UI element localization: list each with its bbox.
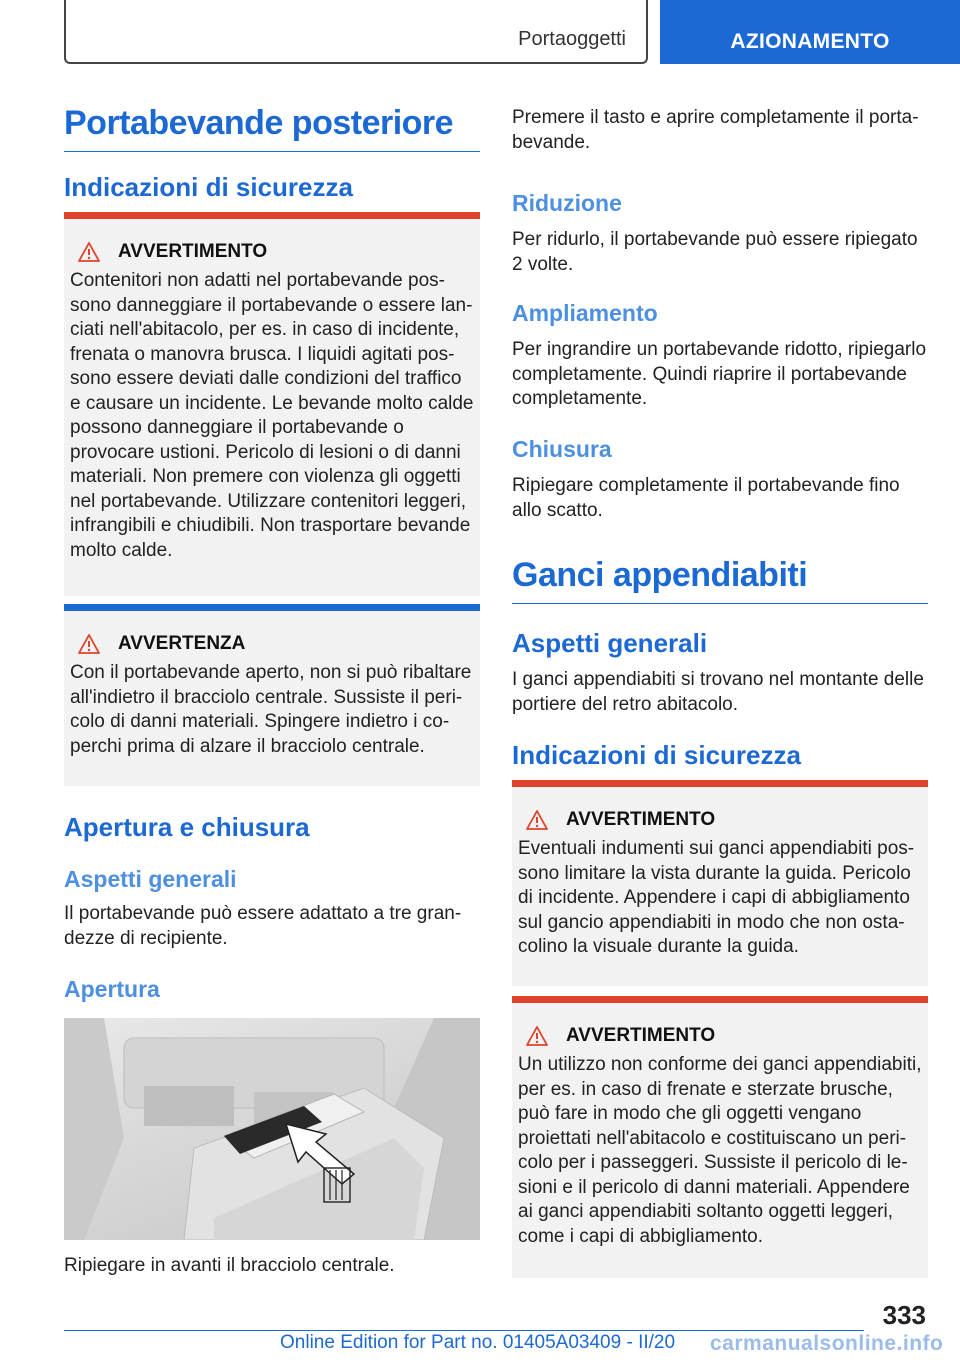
expand-text: Per ingrandire un portabevande ridotto, ripiegarlo completamente. Quindi riaprire il portabevande completamente. <box>512 339 927 409</box>
page-title: Portabevande posteriore <box>64 104 480 152</box>
safety-heading: Indicazioni di sicurezza <box>512 740 801 770</box>
notice-box <box>64 604 480 786</box>
header-chapter-tab: AZIONAMENTO <box>660 0 960 64</box>
press-text: Premere il tasto e aprire completamente il portabevande. <box>512 107 919 153</box>
general-heading: Aspetti generali <box>512 628 708 658</box>
close-text: Ripiegare completamente il portabevande fino allo scatto. <box>512 475 900 521</box>
warning-text: Contenitori non adatti nel portabevande possono danneggiare il portabevande o essere lanciati nell'abitacolo, per es. in caso di incidente, frenata o manovra brusca. I liquidi agitati possono essere deviati dalle condizioni del traffico e causare un incidente. Le bevande molto calde possono danneggiare il portabevande o provocare ustioni. Pericolo di lesioni o di danni materiali. Non premere con violenza gli oggetti nel portabevande. Utilizzare contenitori leggeri, infrangibili e chiudibili. Non trasportare bevande molto calde. <box>70 270 474 561</box>
warning-box <box>512 996 928 1278</box>
figure-caption: Ripiegare in avanti il bracciolo centrale. <box>64 1255 395 1276</box>
warning-box <box>512 780 928 986</box>
general-text: Il portabevande può essere adattato a tre grandezze di recipiente. <box>64 903 462 949</box>
warning-triangle-icon <box>526 1026 548 1046</box>
footer-divider <box>64 1330 864 1331</box>
reduce-heading: Riduzione <box>512 190 622 216</box>
warning-text: Un utilizzo non conforme dei ganci appendiabiti, per es. in caso di frenate e sterzate brusche, può fare in modo che gli oggetti vengano proiettati nell'abitacolo e costituiscano un pericolo per i passeggeri. Sussiste il pericolo di lesioni e il pericolo di danni materiali. Appendere ai ganci appendiabiti soltanto oggetti leggeri, come i capi di abbigliamento. <box>518 1054 922 1247</box>
armrest-illustration <box>64 1018 480 1240</box>
warning-text: Eventuali indumenti sui ganci appendiabiti possono limitare la vista durante la guida. Pericolo di incidente. Appendere i capi di abbigliamento sul gancio appendiabiti in modo che non ostacolino la visuale durante la guida. <box>518 838 915 957</box>
header-section-title: Portaoggetti <box>518 28 626 50</box>
open-close-heading: Apertura e chiusura <box>64 812 310 842</box>
header-section-box <box>64 0 648 64</box>
warning-label: AVVERTIMENTO <box>566 1025 716 1046</box>
warning-box <box>64 212 480 596</box>
warning-triangle-icon <box>78 634 100 654</box>
section-title: Ganci appendiabiti <box>512 556 928 604</box>
warning-label: AVVERTIMENTO <box>118 241 268 262</box>
general-text: I ganci appendiabiti si trovano nel montante delle portiere del retro abitacolo. <box>512 669 924 715</box>
general-heading: Aspetti generali <box>64 866 237 892</box>
warning-label: AVVERTIMENTO <box>566 809 716 830</box>
safety-heading: Indicazioni di sicurezza <box>64 172 353 202</box>
notice-text: Con il portabevande aperto, non si può ribaltare all'indietro il bracciolo centrale. Sussiste il pericolo di danni materiali. Spingere indietro i coperchi prima di alzare il bracciolo centrale. <box>70 662 472 757</box>
notice-label: AVVERTENZA <box>118 633 246 654</box>
footer-edition: Online Edition for Part no. 01405A03409 - II/20 <box>280 1332 676 1353</box>
warning-triangle-icon <box>78 242 100 262</box>
watermark: carmanualsonline.info <box>710 1332 944 1355</box>
opening-heading: Apertura <box>64 976 160 1002</box>
page-number: 333 <box>882 1300 926 1330</box>
warning-triangle-icon <box>526 810 548 830</box>
reduce-text: Per ridurlo, il portabevande può essere ripiegato 2 volte. <box>512 229 918 275</box>
close-heading: Chiusura <box>512 436 612 462</box>
expand-heading: Ampliamento <box>512 300 658 326</box>
